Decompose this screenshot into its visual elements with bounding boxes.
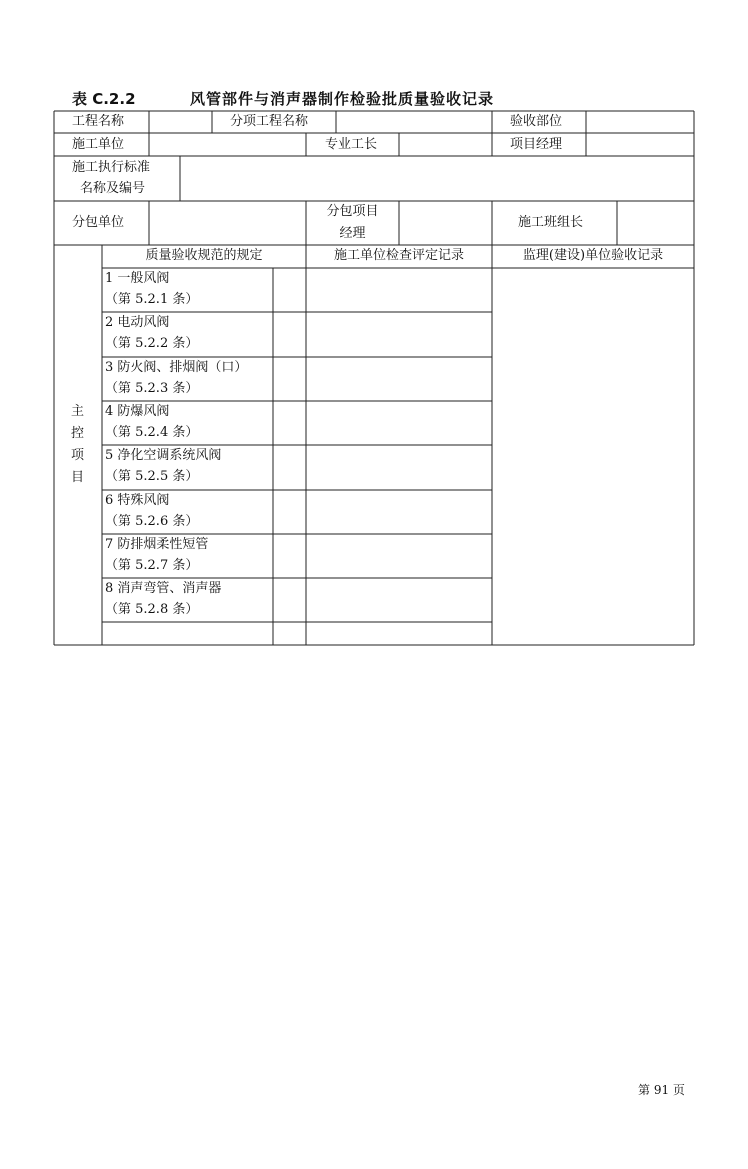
section-label-char: 目 [71,470,85,485]
item-clause: （第 5.2.2 条） [105,336,199,351]
subcontract-unit-label: 分包单位 [72,215,125,230]
item-name: 5 净化空调系统风阀 [105,448,222,463]
project-manager-label: 项目经理 [510,137,563,152]
table-name: 风管部件与消声器制作检验批质量验收记录 [190,90,495,108]
item-clause: （第 5.2.6 条） [105,514,199,529]
foreman-label: 专业工长 [325,137,378,152]
item-name: 3 防火阀、排烟阀（口） [105,360,248,375]
sub-project-name-label: 分项工程名称 [230,114,309,129]
item-clause: （第 5.2.7 条） [105,558,199,573]
item-clause: （第 5.2.5 条） [105,469,199,484]
page-number: 第 91 页 [638,1083,685,1097]
standard-label-line2: 名称及编号 [80,181,146,196]
standard-label-line1: 施工执行标准 [72,160,151,175]
acceptance-part-label: 验收部位 [510,114,563,129]
team-leader-label: 施工班组长 [518,215,584,230]
item-name: 8 消声弯管、消声器 [105,581,222,596]
section-label-char: 主 [71,404,85,419]
item-name: 6 特殊风阀 [105,493,170,508]
subcontract-manager-line1: 分包项目 [326,204,379,219]
section-label-char: 项 [71,448,85,463]
item-name: 4 防爆风阀 [105,404,170,419]
item-name: 7 防排烟柔性短管 [105,537,209,552]
column-header-supervision-check: 监理(建设)单位验收记录 [522,248,664,263]
section-label-char: 控 [71,426,85,441]
item-clause: （第 5.2.4 条） [105,425,199,440]
item-name: 1 一般风阀 [105,271,170,286]
item-clause: （第 5.2.1 条） [105,292,199,307]
construction-unit-label: 施工单位 [72,137,125,152]
subcontract-manager-line2: 经理 [339,226,366,241]
table-code: 表 C.2.2 [72,90,136,108]
column-header-construction-check: 施工单位检查评定记录 [333,248,464,263]
project-name-label: 工程名称 [72,114,125,129]
item-clause: （第 5.2.3 条） [105,381,199,396]
item-name: 2 电动风阀 [105,315,170,330]
item-clause: （第 5.2.8 条） [105,602,199,617]
column-header-spec: 质量验收规范的规定 [145,248,263,263]
